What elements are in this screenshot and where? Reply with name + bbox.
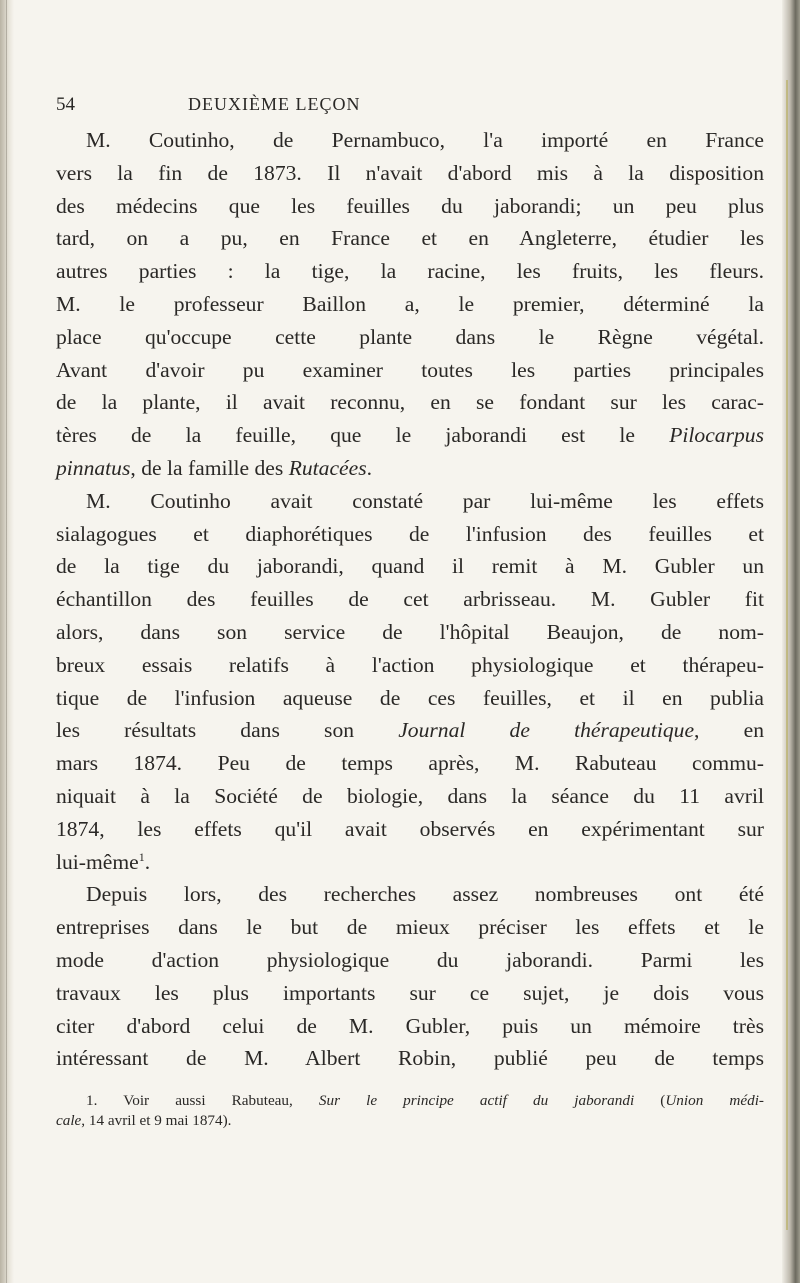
text-line: citer d'abord celui de M. Gubler, puis un mémoire très xyxy=(56,1013,764,1038)
text-line: sialagogues et diaphorétiques de l'infusion des feuilles et xyxy=(56,521,764,546)
text-line: de la plante, il avait reconnu, en se fondant sur les carac- xyxy=(56,390,764,415)
text-line: de la tige du jaborandi, quand il remit à M. Gubler un xyxy=(56,554,764,579)
text-segment: , en xyxy=(694,718,764,743)
cited-journal-cont: cale xyxy=(56,1112,82,1130)
text-line: vers la fin de 1873. Il n'avait d'abord mis à la disposition xyxy=(56,160,764,185)
page-header xyxy=(56,84,764,124)
text-segment: , de la famille des xyxy=(130,455,289,480)
text-line: M. le professeur Baillon a, le premier, déterminé la xyxy=(56,291,764,316)
text-line: alors, dans son service de l'hôpital Beaujon, de nom- xyxy=(56,619,764,644)
text-line xyxy=(56,846,764,879)
text-segment: . xyxy=(366,455,373,480)
text-line: mars 1874. Peu de temps après, M. Rabuteau commu- xyxy=(56,751,764,776)
text-line xyxy=(56,714,764,747)
text-segment: , 14 avril et 9 mai 1874). xyxy=(81,1112,232,1130)
running-title: DEUXIÈME LEÇON xyxy=(188,94,361,114)
text-line: M. Coutinho, de Pernambuco, l'a importé en France xyxy=(86,128,764,152)
text-line: mode d'action physiologique du jaborandi. Parmi les xyxy=(56,947,764,972)
text-line: breux essais relatifs à l'action physiologique et thérapeu- xyxy=(56,652,764,677)
text-line: Depuis lors, des recherches assez nombreuses ont été xyxy=(86,882,764,907)
page-number: 54 xyxy=(56,94,75,115)
text-line: entreprises dans le but de mieux préciser les effets et le xyxy=(56,915,764,940)
text-line: tique de l'infusion aqueuse de ces feuilles, et il en publia xyxy=(56,685,764,710)
footnote-line xyxy=(56,1091,764,1111)
book-page xyxy=(56,84,764,1131)
page-binding-right xyxy=(782,0,800,1283)
text-line: place qu'occupe cette plante dans le Règne végétal. xyxy=(56,324,764,349)
text-line: niquait à la Société de biologie, dans la séance du 11 avril xyxy=(56,783,764,808)
text-line: des médecins que les feuilles du jaborandi; un peu plus xyxy=(56,193,764,218)
text-line: échantillon des feuilles de cet arbrisseau. M. Gubler fit xyxy=(56,587,764,612)
footnote-line xyxy=(56,1111,764,1131)
paragraph-2 xyxy=(56,485,764,879)
text-line: tard, on a pu, en France et en Angleterre, étudier les xyxy=(56,226,764,251)
text-segment: . xyxy=(144,849,151,874)
family-name: Rutacées xyxy=(288,455,367,480)
text-line: autres parties : la tige, la racine, les fruits, les fleurs. xyxy=(56,259,764,284)
page-binding-left xyxy=(0,0,14,1283)
footnote-number: 1. xyxy=(86,1092,98,1110)
species-name: Pilocarpus xyxy=(669,423,764,448)
text-segment: Voir aussi Rabuteau, xyxy=(97,1092,319,1110)
text-line: 1874, les effets qu'il avait observés en expérimentant sur xyxy=(56,816,764,841)
body-text xyxy=(56,124,764,1075)
journal-title: Journal de thérapeutique xyxy=(398,718,695,743)
paragraph-3 xyxy=(56,878,764,1075)
cited-title: Sur le principe actif du jaborandi xyxy=(318,1092,635,1110)
footnote xyxy=(56,1091,764,1131)
text-segment: tères de la feuille, que le jaborandi est le xyxy=(56,423,670,448)
species-epithet: pinnatus xyxy=(56,455,131,480)
text-line: travaux les plus importants sur ce sujet, je dois vous xyxy=(56,980,764,1005)
text-line: Avant d'avoir pu examiner toutes les parties principales xyxy=(56,357,764,382)
cited-journal: Union médi- xyxy=(665,1092,764,1110)
text-line xyxy=(56,419,764,452)
paragraph-1 xyxy=(56,124,764,485)
text-segment: ( xyxy=(634,1092,666,1110)
text-line: M. Coutinho avait constaté par lui-même les effets xyxy=(86,488,764,513)
text-segment: les résultats dans son xyxy=(56,718,399,743)
text-segment: lui-même xyxy=(56,849,139,874)
footnote-reference[interactable]: 1 xyxy=(138,849,145,864)
text-line xyxy=(56,452,764,485)
text-line: intéressant de M. Albert Robin, publié peu de temps xyxy=(56,1046,764,1071)
